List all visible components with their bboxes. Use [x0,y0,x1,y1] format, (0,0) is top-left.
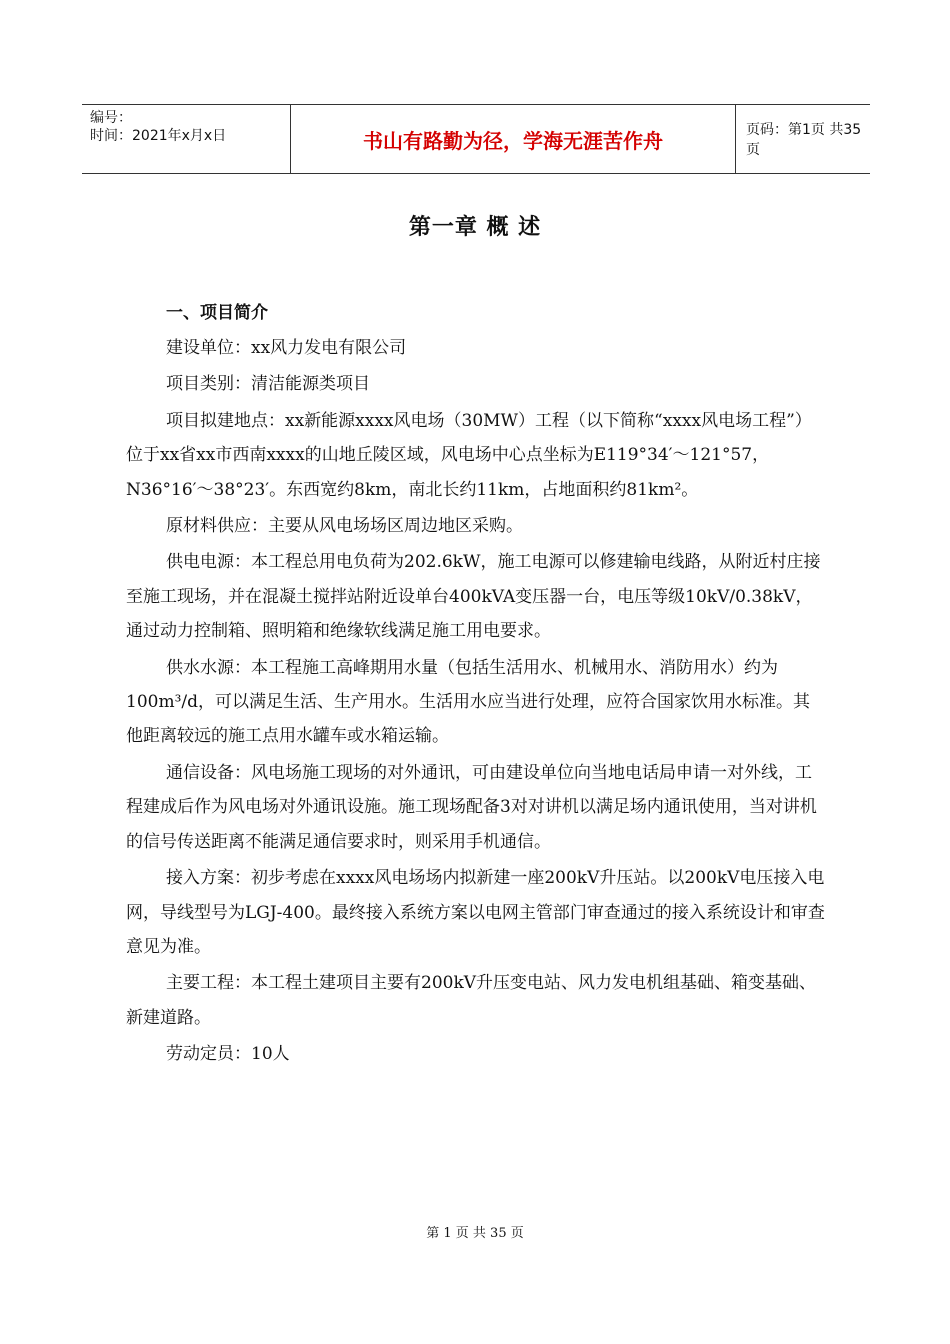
paragraph-grid-access: 接入方案：初步考虑在xxxx风电场场内拟新建一座200kV升压站。以200kV电压接入电网，导线型号为LGJ-400。最终接入系统方案以电网主管部门审查通过的接入系统设计和审查意见为准。 [126,868,825,957]
document-number-label: 编号： [90,110,132,126]
paragraph-raw-materials: 原材料供应：主要从风电场场区周边地区采购。 [166,516,523,537]
chapter-title: 第一章 概 述 [408,214,542,240]
paragraph-water-supply: 供水水源：本工程施工高峰期用水量（包括生活用水、机械用水、消防用水）约为100m³/d，可以满足生活、生产用水。生活用水应当进行处理，应符合国家饮用水标准。其他距离较远的施工点用水罐车或水箱运输。 [126,657,810,747]
paragraph-construction-unit: 建设单位：xx风力发电有限公司 [166,338,407,358]
header-motto: 书山有路勤为径，学海无涯苦作舟 [290,105,736,173]
document-header [82,104,870,174]
document-time-label: 时间：2021年x月x日 [90,128,227,144]
paragraph-staffing: 劳动定员：10人 [166,1044,290,1065]
paragraph-project-location: 项目拟建地点：xx新能源xxxx风电场（30MW）工程（以下简称“xxxx风电场工程”）位于xx省xx市西南xxxx的山地丘陵区域，风电场中心点坐标为E119°34′～121°57，N36°16′～38°23′。东西宽约8km，南北长约11km，占地面积约81km²。 [126,410,812,500]
paragraph-power-supply: 供电电源：本工程总用电负荷为202.6kW，施工电源可以修建输电线路，从附近村庄接至施工现场，并在混凝土搅拌站附近设单台400kVA变压器一台，电压等级10kV/0.38kV，通过动力控制箱、照明箱和绝缘软线满足施工用电要求。 [126,552,821,642]
paragraph-project-category: 项目类别：清洁能源类项目 [166,374,370,395]
paragraph-main-works: 主要工程：本工程土建项目主要有200kV升压变电站、风力发电机组基础、箱变基础、新建道路。 [126,973,817,1028]
paragraph-communication: 通信设备：风电场施工现场的对外通讯，可由建设单位向当地电话局申请一对外线，工程建成后作为风电场对外通讯设施。施工现场配备3对对讲机以满足场内通讯使用，当对讲机的信号传送距离不能满足通信要求时，则采用手机通信。 [126,762,817,852]
header-left-cell [90,105,286,177]
page-footer: 第 1 页 共 35 页 [426,1226,524,1241]
section-title: 一、项目简介 [166,303,268,323]
header-page-label: 页码：第1页 共35页 [746,122,862,158]
document-body [126,295,826,1074]
